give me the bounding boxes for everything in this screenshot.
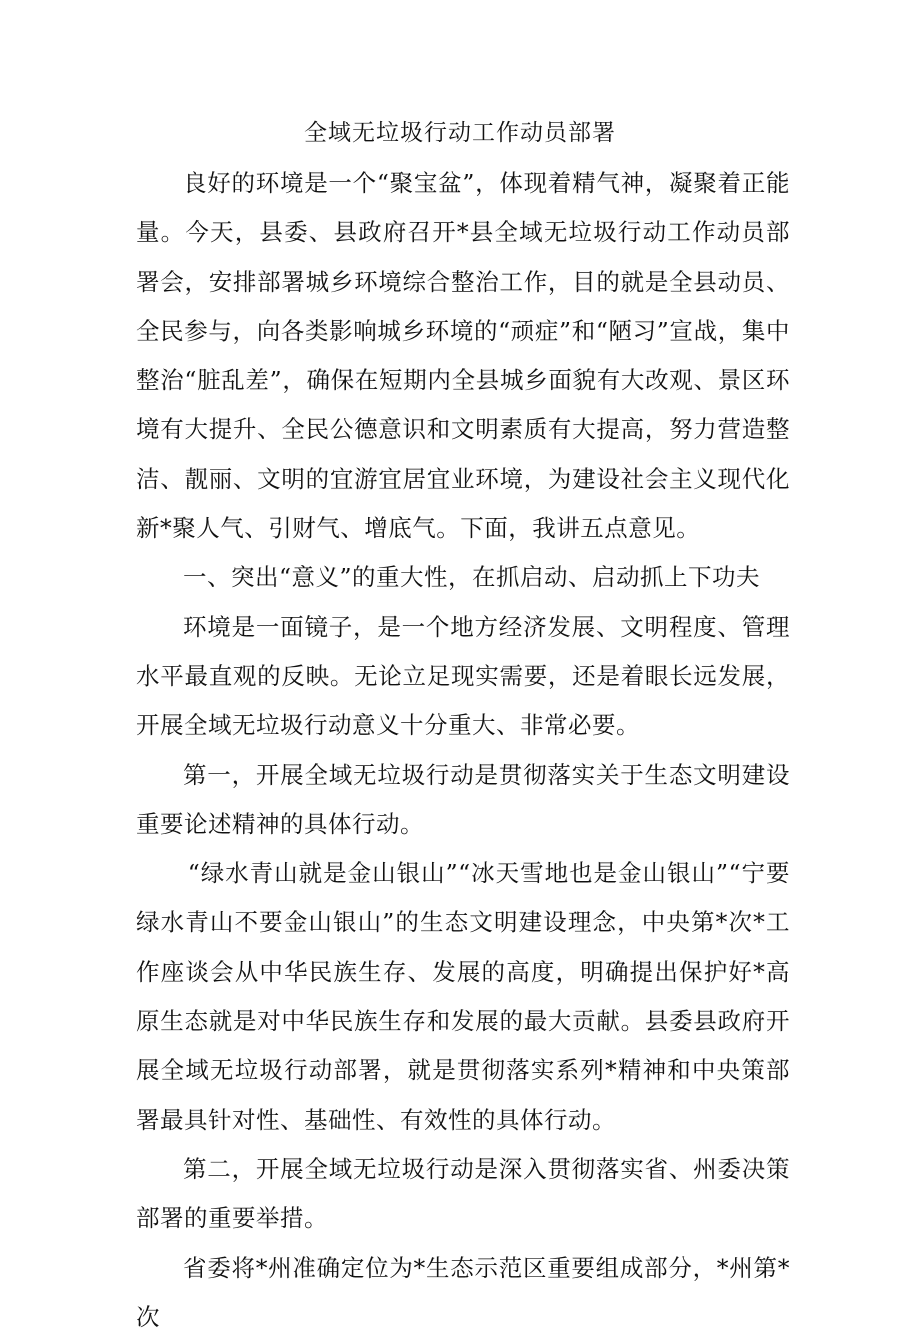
document-title: 全域无垃圾行动工作动员部署 bbox=[304, 120, 616, 146]
paragraph-environment: 环境是一面镜子，是一个地方经济发展、文明程度、管理水平最直观的反映。无论立足现实需要，还是着眼长远发展，开展全域无垃圾行动意义十分重大、非常必要。 bbox=[136, 612, 790, 740]
paragraph-ecology-quote: “绿水青山就是金山银山”“冰天雪地也是金山银山”“宁要绿水青山不要金山银山”的生态文明建设理念，中央第*次*工作座谈会从中华民族生存、发展的高度，明确提出保护好*高原生态就是对中华民族生存和发展的最大贡献。县委县政府开展全域无垃圾行动部署，就是贯彻落实系列*精神和中央策部署最具针对性、基础性、有效性的具体行动。 bbox=[136, 859, 790, 1134]
document-body bbox=[136, 159, 790, 1342]
paragraph-point-2: 第二，开展全域无垃圾行动是深入贯彻落实省、州委决策部署的重要举措。 bbox=[136, 1154, 790, 1233]
paragraph-point-1: 第一，开展全域无垃圾行动是贯彻落实关于生态文明建设重要论述精神的具体行动。 bbox=[136, 760, 790, 838]
section-heading-1: 一、突出“意义”的重大性，在抓启动、启动抓上下功夫 bbox=[183, 563, 761, 592]
paragraph-provincial: 省委将*州准确定位为*生态示范区重要组成部分，*州第*次 bbox=[136, 1253, 790, 1331]
paragraph-intro: 良好的环境是一个“聚宝盆”，体现着精气神，凝聚着正能量。今天，县委、县政府召开*县全域无垃圾行动工作动员部署会，安排部署城乡环境综合整治工作，目的就是全县动员、全民参与，向各类影响城乡环境的“顽症”和“陋习”宣战，集中整治“脏乱差”，确保在短期内全县城乡面貌有大改观、景区环境有大提升、全民公德意识和文明素质有大提高，努力营造整洁、靓丽、文明的宜游宜居宜业环境，为建设社会主义现代化新*聚人气、引财气、增底气。下面，我讲五点意见。 bbox=[136, 169, 790, 543]
